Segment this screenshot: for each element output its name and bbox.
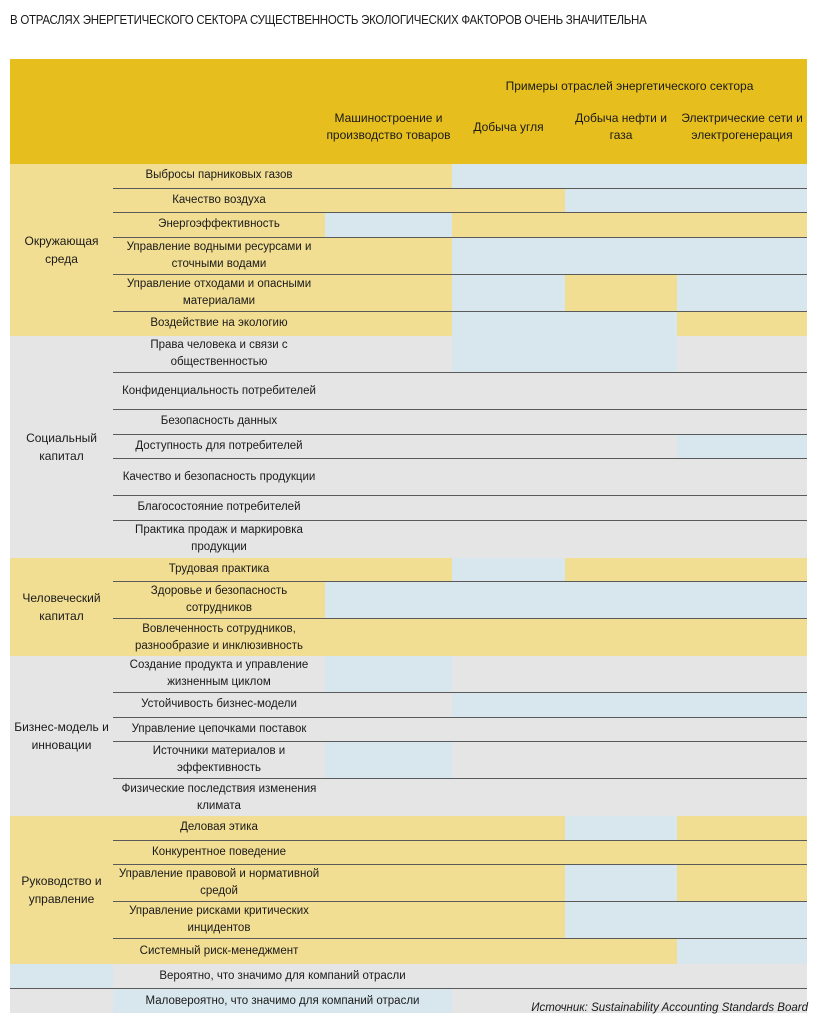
materiality-cell: [565, 312, 677, 337]
factor-label: Устойчивость бизнес-модели: [113, 693, 325, 717]
column-header-manufacturing: Машиностроение и производство товаров: [326, 111, 451, 142]
materiality-cell: [565, 902, 677, 938]
materiality-cell: [452, 459, 565, 495]
materiality-cell: [325, 496, 452, 520]
materiality-cell: [452, 718, 565, 742]
materiality-cell: [325, 582, 452, 618]
table-row: [113, 841, 807, 866]
table-row: [113, 189, 807, 214]
factor-label: Вовлеченность сотрудников, разнообразие и инклюзивность: [113, 619, 325, 656]
table-row: [113, 582, 807, 619]
materiality-cell: [452, 865, 565, 901]
table-row: [113, 496, 807, 521]
factor-label: Трудовая практика: [113, 558, 325, 582]
materiality-cell: [565, 189, 677, 213]
category-group: [10, 558, 807, 657]
materiality-cell: [565, 213, 677, 237]
materiality-cell: [565, 238, 677, 274]
materiality-cell: [677, 656, 807, 692]
materiality-cell: [677, 496, 807, 520]
factor-label: Воздействие на экологию: [113, 312, 325, 337]
materiality-cell: [325, 238, 452, 274]
factor-label: Практика продаж и маркировка продукции: [113, 521, 325, 558]
table-row: [113, 410, 807, 435]
materiality-cell: [452, 902, 565, 938]
materiality-cell: [452, 558, 565, 582]
table-row: [113, 816, 807, 841]
table-row: [113, 865, 807, 902]
materiality-cell: [565, 865, 677, 901]
materiality-cell: [565, 459, 677, 495]
materiality-cell: [565, 693, 677, 717]
materiality-cell: [677, 312, 807, 337]
factor-label: Безопасность данных: [113, 410, 325, 434]
materiality-cell: [325, 865, 452, 901]
materiality-cell: [452, 164, 565, 188]
table-body: [10, 164, 807, 964]
materiality-cell: [677, 779, 807, 816]
materiality-cell: [452, 275, 565, 311]
materiality-cell: [452, 336, 565, 372]
column-header-electric: Электрические сети и электрогенерация: [681, 111, 803, 142]
materiality-cell: [325, 779, 452, 816]
materiality-cell: [677, 410, 807, 434]
materiality-cell: [452, 410, 565, 434]
materiality-cell: [565, 841, 677, 865]
materiality-cell: [677, 238, 807, 274]
materiality-cell: [677, 841, 807, 865]
factor-label: Здоровье и безопасность сотрудников: [113, 582, 325, 618]
table-row: [113, 619, 807, 656]
category-label: Окружающая среда: [24, 234, 99, 266]
factor-label: Управление отходами и опасными материалами: [113, 275, 325, 311]
materiality-cell: [565, 939, 677, 964]
table-row: [113, 459, 807, 496]
materiality-cell: [452, 312, 565, 337]
materiality-cell: [677, 718, 807, 742]
factor-label: Источники материалов и эффективность: [113, 742, 325, 778]
materiality-cell: [565, 718, 677, 742]
category-group: [10, 336, 807, 558]
category-label: Руководство и управление: [21, 873, 102, 906]
materiality-cell: [677, 619, 807, 656]
table-row: [113, 558, 807, 583]
category-group: [10, 656, 807, 816]
materiality-cell: [565, 275, 677, 311]
materiality-cell: [677, 865, 807, 901]
materiality-cell: [325, 902, 452, 938]
materiality-cell: [677, 336, 807, 372]
factor-label: Системный риск-менеджмент: [113, 939, 325, 964]
factor-label: Управление цепочками поставок: [113, 718, 325, 742]
factor-label: Качество воздуха: [113, 189, 325, 213]
materiality-cell: [325, 459, 452, 495]
materiality-cell: [452, 816, 565, 840]
materiality-cell: [677, 939, 807, 964]
legend-text: Вероятно, что значимо для компаний отрасли: [113, 964, 452, 988]
factor-label: Права человека и связи с общественностью: [113, 336, 325, 372]
table-row: [113, 742, 807, 779]
materiality-cell: [565, 816, 677, 840]
materiality-cell: [325, 189, 452, 213]
materiality-cell: [565, 558, 677, 582]
materiality-cell: [452, 779, 565, 816]
materiality-cell: [325, 939, 452, 964]
table-row: [113, 238, 807, 275]
factor-label: Качество и безопасность продукции: [113, 459, 325, 495]
materiality-cell: [565, 373, 677, 409]
materiality-cell: [565, 742, 677, 778]
materiality-cell: [677, 435, 807, 459]
table-row: [113, 275, 807, 312]
factor-label: Управление водными ресурсами и сточными водами: [113, 238, 325, 274]
materiality-cell: [452, 496, 565, 520]
materiality-cell: [325, 435, 452, 459]
category-label: Бизнес-модель и инновации: [14, 720, 109, 752]
factor-label: Выбросы парниковых газов: [113, 164, 325, 188]
factor-label: Конкурентное поведение: [113, 841, 325, 865]
materiality-cell: [325, 816, 452, 840]
source-note: Источник: Sustainability Accounting Standards Board: [531, 1002, 808, 1014]
materiality-cell: [565, 164, 677, 188]
materiality-cell: [452, 693, 565, 717]
materiality-cell: [565, 410, 677, 434]
materiality-cell: [677, 275, 807, 311]
table-row: [113, 939, 807, 964]
materiality-cell: [452, 841, 565, 865]
page-title: В ОТРАСЛЯХ ЭНЕРГЕТИЧЕСКОГО СЕКТОРА СУЩЕСТВЕННОСТЬ ЭКОЛОГИЧЕСКИХ ФАКТОРОВ ОЧЕНЬ ЗНАЧИТЕЛЬНА: [10, 13, 647, 27]
column-header-oil-gas: Добыча нефти и газа: [575, 111, 667, 142]
materiality-cell: [677, 521, 807, 558]
materiality-cell: [452, 189, 565, 213]
category-group: [10, 816, 807, 964]
materiality-cell: [325, 841, 452, 865]
materiality-cell: [325, 693, 452, 717]
materiality-cell: [325, 336, 452, 372]
table-row: [113, 521, 807, 558]
table-row: [113, 902, 807, 939]
materiality-cell: [325, 656, 452, 692]
materiality-cell: [565, 521, 677, 558]
materiality-cell: [565, 582, 677, 618]
materiality-cell: [325, 275, 452, 311]
factor-label: Конфиденциальность потребителей: [113, 373, 325, 409]
table-row: [113, 435, 807, 460]
table-row: [113, 779, 807, 816]
materiality-cell: [325, 619, 452, 656]
materiality-cell: [565, 496, 677, 520]
materiality-cell: [452, 619, 565, 656]
materiality-cell: [452, 656, 565, 692]
materiality-cell: [325, 312, 452, 337]
materiality-cell: [452, 939, 565, 964]
materiality-cell: [677, 459, 807, 495]
materiality-cell: [452, 238, 565, 274]
materiality-cell: [677, 902, 807, 938]
category-label: Человеческий капитал: [22, 590, 101, 623]
table-row: [113, 718, 807, 743]
materiality-cell: [565, 619, 677, 656]
materiality-cell: [452, 435, 565, 459]
table-row: [113, 373, 807, 410]
materiality-table: [10, 59, 807, 1013]
materiality-cell: [677, 558, 807, 582]
table-row: [113, 213, 807, 238]
materiality-cell: [565, 779, 677, 816]
materiality-cell: [677, 693, 807, 717]
category-group: [10, 164, 807, 336]
materiality-cell: [565, 336, 677, 372]
materiality-cell: [325, 742, 452, 778]
category-label: Социальный капитал: [26, 430, 97, 463]
legend-fill: [452, 964, 807, 988]
materiality-cell: [677, 164, 807, 188]
factor-label: Деловая этика: [113, 816, 325, 840]
legend-text: Маловероятно, что значимо для компаний отрасли: [113, 989, 452, 1013]
industry-group-label: Примеры отраслей энергетического сектора: [505, 79, 754, 93]
materiality-cell: [452, 742, 565, 778]
factor-label: Благосостояние потребителей: [113, 496, 325, 520]
legend-item: [10, 964, 807, 989]
materiality-cell: [452, 373, 565, 409]
materiality-cell: [452, 582, 565, 618]
materiality-cell: [325, 558, 452, 582]
materiality-cell: [325, 521, 452, 558]
materiality-cell: [565, 435, 677, 459]
legend-swatch: [10, 964, 113, 988]
materiality-cell: [325, 410, 452, 434]
materiality-cell: [677, 189, 807, 213]
legend-swatch: [10, 989, 113, 1013]
materiality-cell: [677, 373, 807, 409]
factor-label: Создание продукта и управление жизненным циклом: [113, 656, 325, 692]
factor-label: Управление правовой и нормативной средой: [113, 865, 325, 901]
table-row: [113, 312, 807, 337]
materiality-cell: [452, 213, 565, 237]
materiality-cell: [677, 213, 807, 237]
table-header: [10, 59, 807, 164]
materiality-cell: [325, 718, 452, 742]
factor-label: Физические последствия изменения климата: [113, 779, 325, 816]
factor-label: Управление рисками критических инцидентов: [113, 902, 325, 938]
materiality-cell: [452, 521, 565, 558]
table-row: [113, 656, 807, 693]
table-row: [113, 164, 807, 189]
factor-label: Доступность для потребителей: [113, 435, 325, 459]
materiality-cell: [677, 816, 807, 840]
materiality-cell: [565, 656, 677, 692]
column-header-coal: Добыча угля: [473, 119, 544, 134]
materiality-cell: [325, 213, 452, 237]
table-row: [113, 336, 807, 373]
table-row: [113, 693, 807, 718]
materiality-cell: [325, 373, 452, 409]
materiality-cell: [325, 164, 452, 188]
materiality-cell: [677, 582, 807, 618]
factor-label: Энергоэффективность: [113, 213, 325, 237]
materiality-cell: [677, 742, 807, 778]
